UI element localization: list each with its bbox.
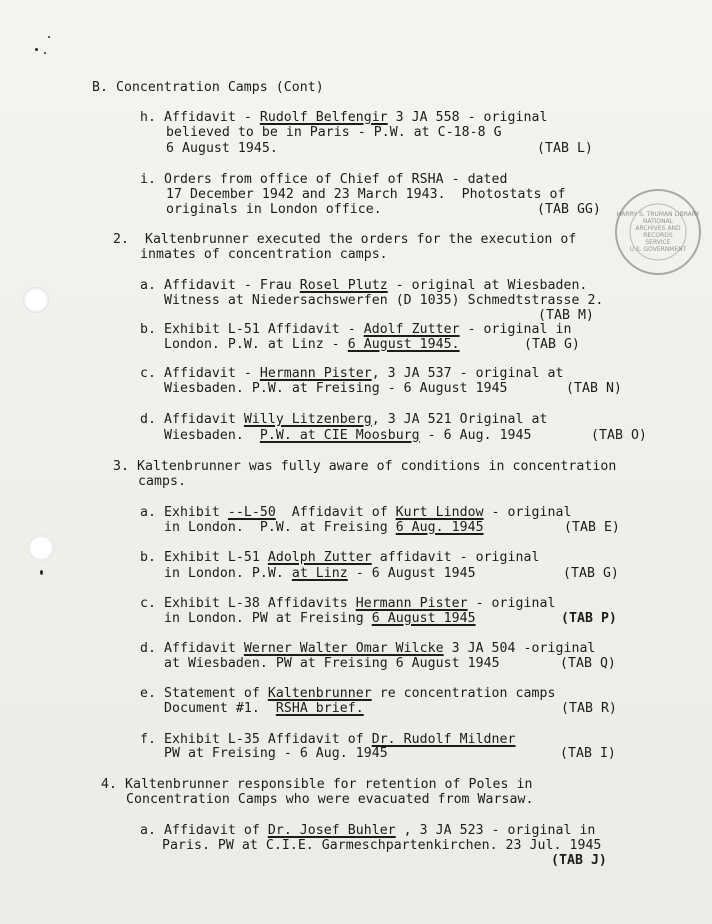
- tab-label: (TAB E): [564, 520, 620, 535]
- item-2a-line-1: [140, 278, 587, 293]
- person-name: Hermann Pister: [355, 596, 468, 611]
- text: b. Exhibit L-51: [140, 550, 268, 565]
- point-2-line-1: 2. Kaltenbrunner executed the orders for the execution of: [113, 232, 577, 247]
- stamp-line: NATIONAL: [642, 218, 674, 225]
- text: h. Affidavit -: [140, 110, 260, 125]
- text: , 3 JA 521 Original at: [371, 412, 548, 427]
- item-i-line-2: 17 December 1942 and 23 March 1943. Photostats of: [166, 187, 566, 202]
- item-i-line-3: originals in London office.: [166, 202, 382, 217]
- text: a. Affidavit - Frau: [140, 278, 300, 293]
- person-name: Adolf Zutter: [363, 322, 460, 337]
- item-4a-line-2: Paris. PW at C.I.E. Garmeschpartenkirchen. 23 Jul. 1945: [162, 838, 602, 853]
- text: b. Exhibit L-51 Affidavit -: [140, 322, 364, 337]
- person-name: Dr. Josef Buhler: [267, 823, 396, 838]
- stamp-line: U.S. GOVERNMENT: [629, 246, 687, 253]
- document-name: RSHA brief.: [275, 701, 364, 716]
- item-h-line-2: believed to be in Paris - P.W. at C-18-8 G: [166, 125, 502, 140]
- point-4-line-1: 4. Kaltenbrunner responsible for retention of Poles in: [101, 777, 533, 792]
- item-3c-line-2: [164, 611, 476, 626]
- item-2d-line-2: [164, 428, 532, 443]
- item-3a-line-1: [140, 505, 571, 520]
- stamp-text: [614, 188, 702, 276]
- location: at Linz: [291, 566, 348, 581]
- tab-label: (TAB J): [551, 853, 607, 868]
- person-name: Dr. Rudolf Mildner: [371, 732, 516, 747]
- ink-speck: [35, 48, 38, 51]
- person-name: Werner Walter Omar Wilcke: [243, 641, 444, 656]
- text: 3 JA 504 -original: [443, 641, 596, 656]
- item-3f-line-2: PW at Freising - 6 Aug. 1945: [164, 746, 388, 761]
- item-3b-line-1: [140, 550, 540, 565]
- point-3-line-1: 3. Kaltenbrunner was fully aware of conditions in concentration: [113, 459, 617, 474]
- text: c. Exhibit L-38 Affidavits: [140, 596, 356, 611]
- exhibit-number: --L-50: [227, 505, 276, 520]
- ink-speck: [44, 52, 46, 54]
- text: c. Affidavit -: [140, 366, 260, 381]
- item-3e-line-1: [140, 686, 555, 701]
- item-2c-line-2: Wiesbaden. P.W. at Freising - 6 August 1945: [164, 381, 508, 396]
- text: in London. P.W. at Freising: [164, 520, 396, 535]
- person-name: Kurt Lindow: [395, 505, 484, 520]
- person-name: Rosel Plutz: [299, 278, 388, 293]
- location: P.W. at CIE Moosburg: [259, 428, 420, 443]
- text: - 6 August 1945: [347, 566, 476, 581]
- text: a. Affidavit of: [140, 823, 268, 838]
- item-2b-line-1: [140, 322, 571, 337]
- item-3a-line-2: [164, 520, 484, 535]
- text: - original in: [459, 322, 572, 337]
- point-3-line-2: camps.: [138, 474, 186, 489]
- text: , 3 JA 537 - original at: [371, 366, 564, 381]
- text: Document #1.: [164, 701, 276, 716]
- person-name: Kaltenbrunner: [267, 686, 372, 701]
- stamp-line: SERVICE: [645, 239, 671, 246]
- text: Wiesbaden.: [164, 428, 260, 443]
- punch-hole-middle: [28, 535, 54, 561]
- point-2-line-2: inmates of concentration camps.: [140, 247, 388, 262]
- text: d. Affidavit: [140, 641, 244, 656]
- text: , 3 JA 523 - original in: [395, 823, 596, 838]
- item-2b-line-2: [164, 337, 460, 352]
- item-3f-line-1: [140, 732, 516, 747]
- item-3d-line-2: at Wiesbaden. PW at Freising 6 August 1945: [164, 656, 500, 671]
- tab-label: (TAB N): [566, 381, 622, 396]
- punch-hole-top: [23, 287, 49, 313]
- tab-label: (TAB M): [538, 308, 594, 323]
- ink-speck: [48, 36, 50, 38]
- date: 6 August 1945: [371, 611, 476, 626]
- tab-label: (TAB L): [537, 141, 593, 156]
- text: 3 JA 558 - original: [387, 110, 548, 125]
- tab-label: (TAB G): [524, 337, 580, 352]
- text: f. Exhibit L-35 Affidavit of: [140, 732, 372, 747]
- person-name: Adolph Zutter: [267, 550, 372, 565]
- text: d. Affidavit: [140, 412, 244, 427]
- text: in London. P.W.: [164, 566, 292, 581]
- text: - original: [483, 505, 572, 520]
- section-heading: B. Concentration Camps (Cont): [92, 80, 324, 95]
- date: 6 Aug. 1945: [395, 520, 484, 535]
- person-name: Hermann Pister: [259, 366, 372, 381]
- text: Affidavit of: [275, 505, 396, 520]
- tab-label: (TAB R): [561, 701, 617, 716]
- item-2d-line-1: [140, 412, 548, 427]
- text: - original: [467, 596, 556, 611]
- point-4-line-2: Concentration Camps who were evacuated from Warsaw.: [126, 792, 534, 807]
- stamp-line: RECORDS: [643, 232, 673, 239]
- tab-label: (TAB I): [560, 746, 616, 761]
- item-i-line-1: i. Orders from office of Chief of RSHA - dated: [140, 172, 508, 187]
- item-3b-line-2: [164, 566, 476, 581]
- item-h-line-3: 6 August 1945.: [166, 141, 278, 156]
- tab-label: (TAB GG): [537, 202, 601, 217]
- item-4a-line-1: [140, 823, 595, 838]
- date: 6 August 1945.: [347, 337, 460, 352]
- text: in London. PW at Freising: [164, 611, 372, 626]
- stamp-line: ARCHIVES AND: [635, 225, 681, 232]
- archive-stamp: [614, 188, 702, 276]
- item-3c-line-1: [140, 596, 555, 611]
- person-name: Willy Litzenberg: [243, 412, 372, 427]
- text: re concentration camps: [371, 686, 556, 701]
- tab-label: (TAB G): [563, 566, 619, 581]
- text: London. P.W. at Linz -: [164, 337, 348, 352]
- item-h-line-1: [140, 110, 547, 125]
- ink-speck: [40, 570, 43, 575]
- stamp-line: HARRY S. TRUMAN LIBRARY: [616, 211, 700, 218]
- text: - 6 Aug. 1945: [419, 428, 532, 443]
- text: affidavit - original: [371, 550, 540, 565]
- text: a. Exhibit: [140, 505, 228, 520]
- item-3e-line-2: [164, 701, 364, 716]
- tab-label: (TAB O): [591, 428, 647, 443]
- item-3d-line-1: [140, 641, 595, 656]
- item-2c-line-1: [140, 366, 563, 381]
- person-name: Rudolf Belfengir: [259, 110, 388, 125]
- text: e. Statement of: [140, 686, 268, 701]
- tab-label: (TAB Q): [560, 656, 616, 671]
- text: - original at Wiesbaden.: [387, 278, 588, 293]
- tab-label: (TAB P): [561, 611, 617, 626]
- item-2a-line-2: Witness at Niedersachswerfen (D 1035) Schmedtstrasse 2.: [164, 293, 604, 308]
